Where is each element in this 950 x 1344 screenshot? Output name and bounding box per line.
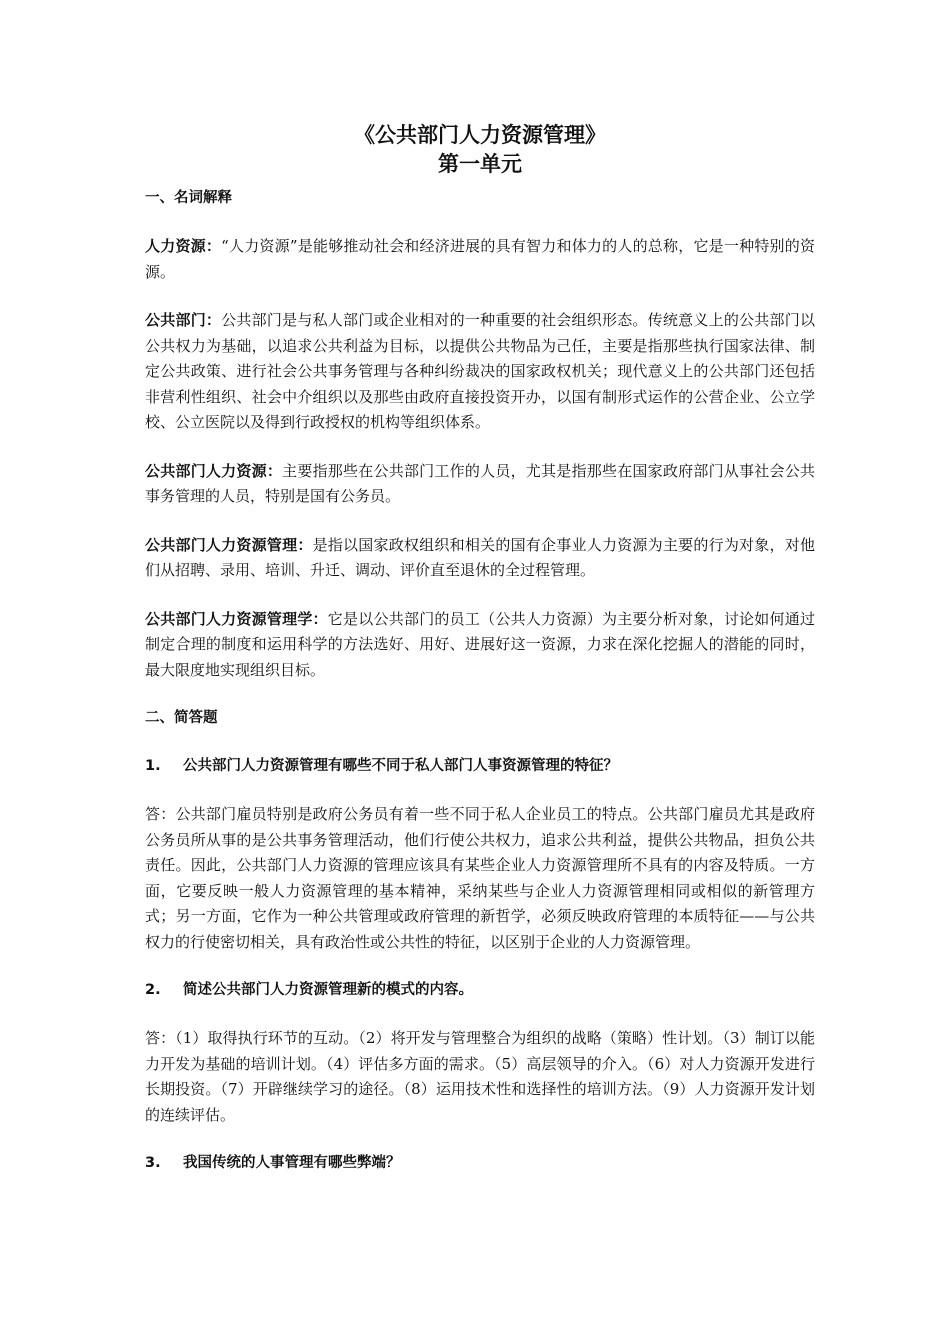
definition-text: “人力资源”是能够推动社会和经济进展的具有智力和体力的人的总称，它是一种特别的资源。 bbox=[145, 237, 815, 281]
document-content bbox=[145, 120, 815, 1199]
question-number: 3. bbox=[145, 1155, 161, 1171]
question-number: 2. bbox=[145, 982, 161, 998]
definition-term: 公共部门人力资源管理： bbox=[145, 535, 313, 554]
definition-paragraph bbox=[145, 533, 815, 584]
question-heading bbox=[145, 754, 815, 778]
definition-term: 公共部门人力资源： bbox=[145, 461, 283, 480]
question-number: 1. bbox=[145, 758, 161, 774]
question-text: 简述公共部门人力资源管理新的模式的内容。 bbox=[183, 982, 473, 998]
question-heading bbox=[145, 978, 815, 1002]
definition-paragraph bbox=[145, 459, 815, 510]
answer-paragraph: 答：公共部门雇员特别是政府公务员有着一些不同于私人企业员工的特点。公共部门雇员尤其是政府公务员所从事的是公共事务管理活动，他们行使公共权力，追求公共利益，提供公共物品，担负公共责任。因此，公共部门人力资源的管理应该具有某些企业人力资源管理所不具有的内容及特质。一方面，它要反映一般人力资源管理的基本精神，采纳某些与企业人力资源管理相同或相似的新管理方式；另一方面，它作为一种公共管理或政府管理的新哲学，必须反映政府管理的本质特征——与公共权力的行使密切相关，具有政治性或公共性的特征，以区别于企业的人力资源管理。 bbox=[145, 805, 815, 951]
document-subtitle: 第一单元 bbox=[438, 151, 522, 176]
section-heading-short-answer: 二、简答题 bbox=[145, 710, 218, 726]
definition-paragraph bbox=[145, 607, 815, 684]
definition-paragraph bbox=[145, 308, 815, 436]
definition-term: 公共部门人力资源管理学： bbox=[145, 609, 328, 628]
question-heading bbox=[145, 1151, 815, 1175]
definition-text: 它是以公共部门的员工（公共人力资源）为主要分析对象，讨论如何通过制定合理的制度和运用科学的方法选好、用好、进展好这一资源，力求在深化挖掘人的潜能的同时，最大限度地实现组织目标。 bbox=[145, 609, 815, 679]
definition-text: 公共部门是与私人部门或企业相对的一种重要的社会组织形态。传统意义上的公共部门以公共权力为基础，以追求公共利益为目标，以提供公共物品为己任，主要是指那些执行国家法律、制定公共政策、进行社会公共事务管理与各种纠纷裁决的国家政权机关；现代意义上的公共部门还包括非营利性组织、社会中介组织以及那些由政府直接投资开办，以国有制形式运作的公营企业、公立学校、公立医院以及得到行政授权的机构等组织体系。 bbox=[145, 311, 815, 431]
definition-term: 公共部门： bbox=[145, 311, 222, 329]
definition-text: 是指以国家政权组织和相关的国有企事业人力资源为主要的行为对象，对他们从招聘、录用、培训、升迁、调动、评价直至退休的全过程管理。 bbox=[145, 535, 815, 579]
definition-term: 人力资源： bbox=[145, 237, 222, 255]
document-title: 《公共部门人力资源管理》 bbox=[354, 122, 606, 147]
question-text: 我国传统的人事管理有哪些弊端？ bbox=[183, 1155, 401, 1171]
definition-paragraph bbox=[145, 234, 815, 285]
section-heading-definitions: 一、名词解释 bbox=[145, 190, 232, 206]
definition-text: 主要指那些在公共部门工作的人员，尤其是指那些在国家政府部门从事社会公共事务管理的人员，特别是国有公务员。 bbox=[145, 461, 815, 505]
answer-paragraph: 答：（1）取得执行环节的互动。（2）将开发与管理整合为组织的战略（策略）性计划。（3）制订以能力开发为基础的培训计划。（4）评估多方面的需求。（5）高层领导的介入。（6）对人力资源开发进行长期投资。（7）开辟继续学习的途径。（8）运用技术性和选择性的培训方法。（9）人力资源开发计划的连续评估。 bbox=[145, 1029, 815, 1124]
question-text: 公共部门人力资源管理有哪些不同于私人部门人事资源管理的特征？ bbox=[183, 758, 618, 774]
